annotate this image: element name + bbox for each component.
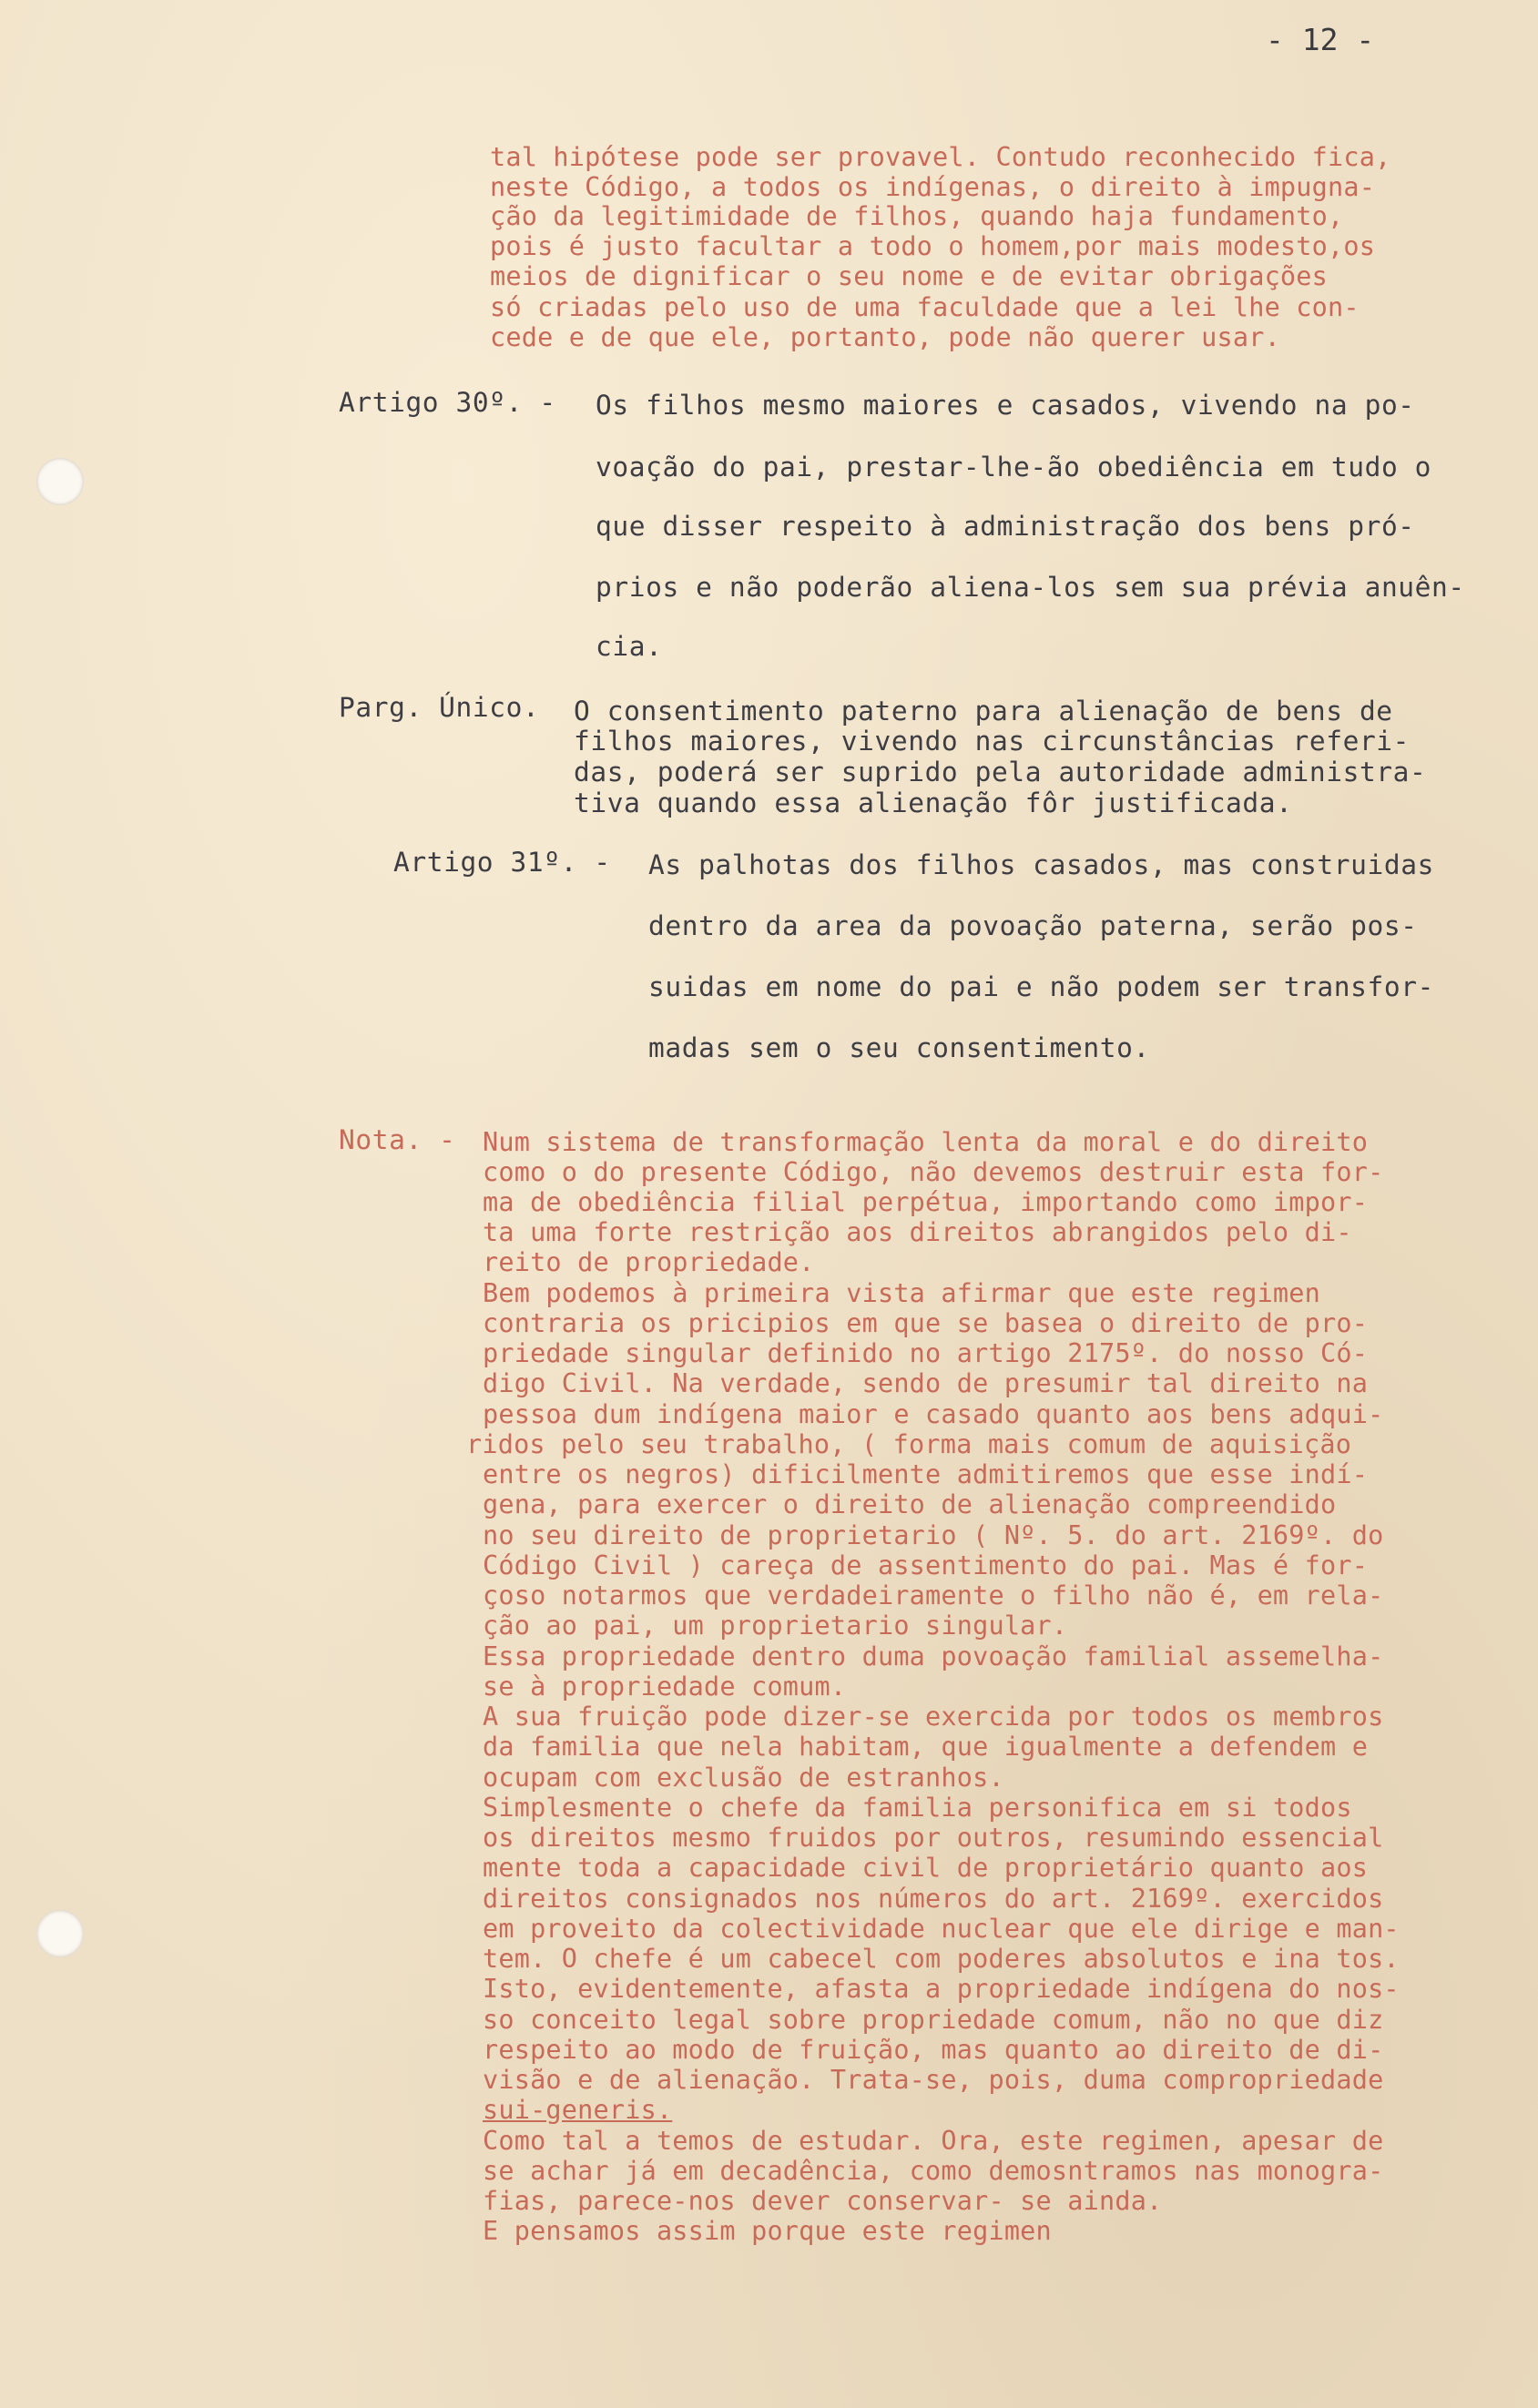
text-line: tal hipótese pode ser provavel. Contudo reconhecido fica, [490,142,1391,172]
text-line: ção ao pai, um proprietario singular. [483,1610,1068,1641]
text-line: sui-generis. [483,2095,673,2125]
text-line: se achar já em decadência, como demosntramos nas monogra- [483,2156,1384,2186]
text-line: respeito ao modo de fruição, mas quanto ao direito de di- [483,2035,1384,2065]
text-line: pessoa dum indígena maior e casado quanto aos bens adqui- [483,1399,1384,1429]
text-line: ocupam com exclusão de estranhos. [483,1763,1004,1793]
text-line: ridos pelo seu trabalho, ( forma mais comum de aquisição [466,1429,1352,1459]
artigo-31-label: Artigo 31º. - [393,847,611,878]
text-line: se à propriedade comum. [483,1671,847,1702]
text-line: tem. O chefe é um cabecel com poderes absolutos e ina tos. [483,1944,1400,1974]
text-line: contraria os pricipios em que se basea o direito de pro- [483,1308,1369,1338]
text-line: O consentimento paterno para alienação de bens de [574,696,1393,726]
paragrafo-unico-label: Parg. Único. [339,692,540,723]
text-line: ção da legitimidade de filhos, quando haja fundamento, [490,201,1344,231]
text-line: filhos maiores, vivendo nas circunstâncias referi- [574,726,1411,757]
text-line: Essa propriedade dentro duma povoação familial assemelha- [483,1641,1384,1671]
text-line: da familia que nela habitam, que igualmente a defendem e [483,1732,1369,1762]
text-line: digo Civil. Na verdade, sendo de presumir tal direito na [483,1368,1369,1398]
text-line: Num sistema de transformação lenta da moral e do direito [483,1127,1369,1157]
artigo-30-label: Artigo 30º. - [339,387,556,418]
text-line: Os filhos mesmo maiores e casados, vivendo na po- [596,390,1415,421]
text-line: çoso notarmos que verdadeiramente o filho não é, em rela- [483,1580,1384,1610]
text-line: reito de propriedade. [483,1247,815,1277]
text-line: cia. [596,631,663,662]
text-line: priedade singular definido no artigo 2175º. do nosso Có- [483,1338,1369,1368]
text-line: dentro da area da povoação paterna, serão pos- [648,910,1418,941]
text-line: como o do presente Código, não devemos destruir esta for- [483,1157,1384,1187]
text-line: gena, para exercer o direito de alienação compreendido [483,1489,1337,1519]
text-line: no seu direito de proprietario ( Nº. 5. do art. 2169º. do [483,1520,1384,1550]
text-line: das, poderá ser suprido pela autoridade administra- [574,757,1427,787]
text-line: A sua fruição pode dizer-se exercida por todos os membros [483,1702,1384,1732]
text-line: só criadas pelo uso de uma faculdade que a lei lhe con- [490,292,1360,322]
text-line: meios de dignificar o seu nome e de evitar obrigações [490,261,1328,291]
text-line: tiva quando essa alienação fôr justificada. [574,787,1293,818]
punch-hole-bottom [36,1910,84,1957]
text-line: que disser respeito à administração dos bens pró- [596,511,1415,542]
text-line: E pensamos assim porque este regimen [483,2216,1052,2246]
text-line: cede e de que ele, portanto, pode não querer usar. [490,322,1280,352]
text-line: Bem podemos à primeira vista afirmar que este regimen [483,1278,1320,1308]
text-line: so conceito legal sobre propriedade comum, não no que diz [483,2005,1384,2035]
text-line: pois é justo facultar a todo o homem,por mais modesto,os [490,231,1376,261]
text-line: mente toda a capacidade civil de proprietário quanto aos [483,1853,1369,1883]
text-line: os direitos mesmo fruidos por outros, resumindo essencial [483,1823,1384,1853]
text-line: madas sem o seu consentimento. [648,1032,1150,1063]
text-line: ma de obediência filial perpétua, importando como impor- [483,1187,1369,1217]
text-line: Simplesmente o chefe da familia personifica em si todos [483,1793,1352,1823]
text-line: Código Civil ) careça de assentimento do pai. Mas é for- [483,1550,1369,1580]
page-number: - 12 - [1266,22,1375,57]
text-line: Isto, evidentemente, afasta a propriedade indígena do nos- [483,1974,1400,2004]
nota-label: Nota. - [339,1124,456,1155]
text-line: voação do pai, prestar-lhe-ão obediência em tudo o [596,452,1432,483]
text-line: direitos consignados nos números do art. 2169º. exercidos [483,1884,1384,1914]
text-line: visão e de alienação. Trata-se, pois, duma compropriedade [483,2065,1384,2095]
text-line: suidas em nome do pai e não podem ser transfor- [648,971,1434,1002]
text-line: ta uma forte restrição aos direitos abrangidos pelo di- [483,1217,1352,1247]
text-line: Como tal a temos de estudar. Ora, este regimen, apesar de [483,2126,1384,2156]
text-line: prios e não poderão aliena-los sem sua prévia anuên- [596,572,1465,603]
text-line: em proveito da colectividade nuclear que ele dirige e man- [483,1914,1400,1944]
text-line: neste Código, a todos os indígenas, o direito à impugna- [490,172,1376,202]
text-line: entre os negros) dificilmente admitiremos que esse indí- [483,1459,1369,1489]
punch-hole-top [36,458,84,505]
text-line: fias, parece-nos dever conservar- se ainda. [483,2186,1163,2216]
text-line: As palhotas dos filhos casados, mas construidas [648,849,1434,880]
